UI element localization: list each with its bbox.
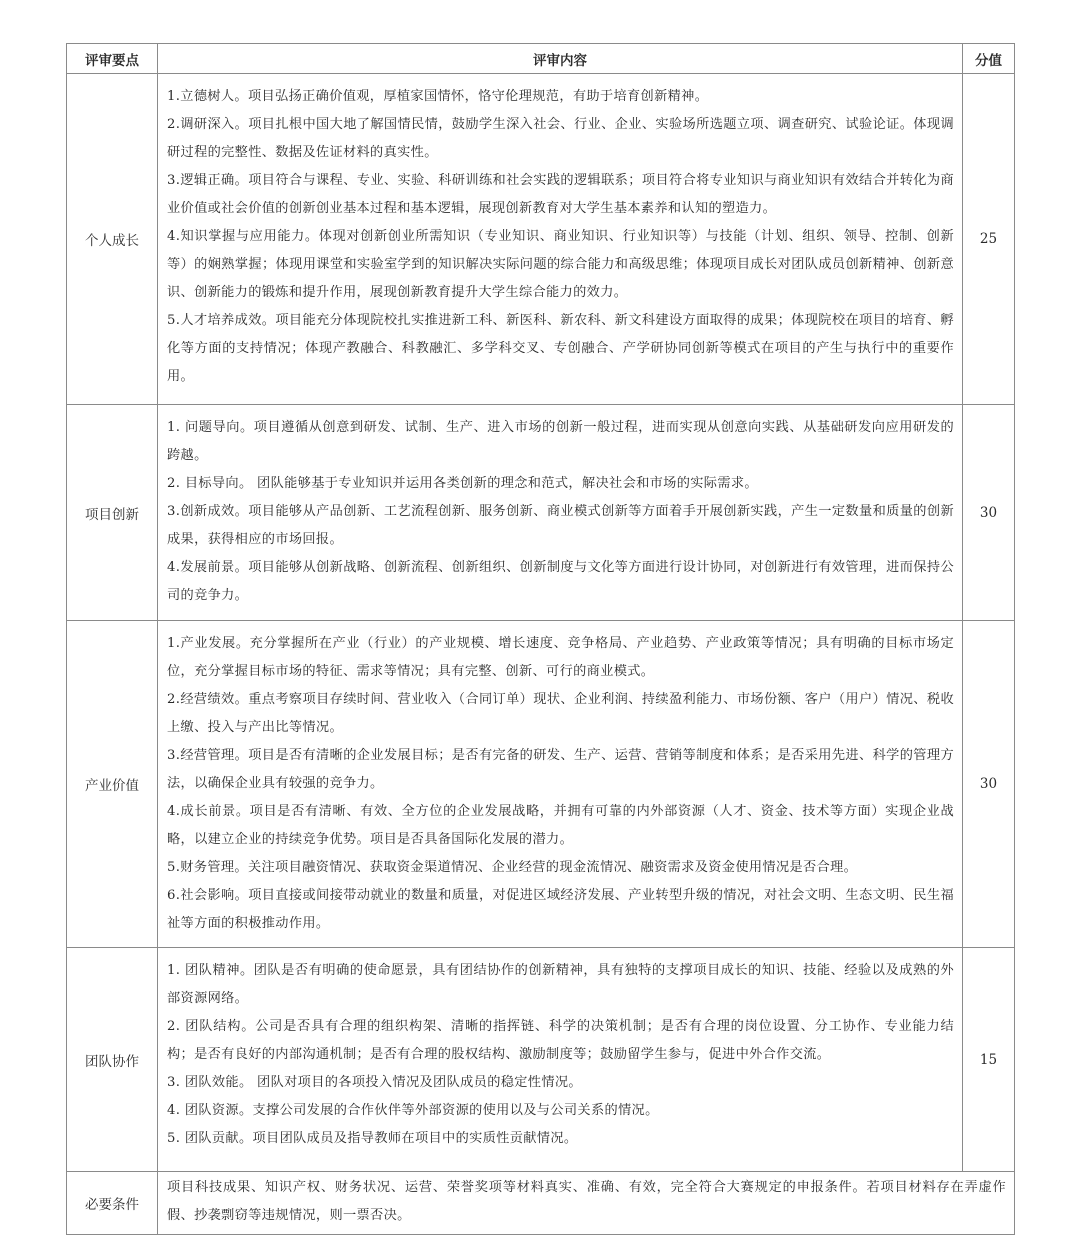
header-content: 评审内容 xyxy=(158,44,963,74)
criterion-point: 团队协作 xyxy=(67,948,158,1172)
criterion-item: 5. 团队贡献。项目团队成员及指导教师在项目中的实质性贡献情况。 xyxy=(167,1131,578,1146)
requirement-text: 项目科技成果、知识产权、财务状况、运营、荣誉奖项等材料真实、准确、有效，完全符合大赛规定的申报条件。若项目材料存在弄虚作假、抄袭剽窃等违规情况，则一票否决。 xyxy=(167,1180,1006,1223)
criterion-content xyxy=(158,74,963,405)
criterion-item: 4. 团队资源。支撑公司发展的合作伙伴等外部资源的使用以及与公司关系的情况。 xyxy=(167,1103,659,1118)
table-header-row xyxy=(67,44,1015,74)
criteria-sheet xyxy=(66,43,1014,1235)
criterion-item: 2.经营绩效。重点考察项目存续时间、营业收入（合同订单）现状、企业利润、持续盈利能力、市场份额、客户（用户）情况、税收上缴、投入与产出比等情况。 xyxy=(167,692,954,735)
header-score: 分值 xyxy=(963,44,1015,74)
criterion-item: 1. 问题导向。项目遵循从创意到研发、试制、生产、进入市场的创新一般过程，进而实现从创意向实践、从基础研发向应用研发的跨越。 xyxy=(167,420,954,463)
criterion-score: 30 xyxy=(963,621,1015,948)
criterion-content xyxy=(158,948,963,1172)
criterion-item: 2. 目标导向。 团队能够基于专业知识并运用各类创新的理念和范式，解决社会和市场的实际需求。 xyxy=(167,476,758,491)
criterion-score: 25 xyxy=(963,74,1015,405)
criterion-item: 1.产业发展。充分掌握所在产业（行业）的产业规模、增长速度、竞争格局、产业趋势、产业政策等情况；具有明确的目标市场定位，充分掌握目标市场的特征、需求等情况；具有完整、创新、可行的商业模式。 xyxy=(167,636,954,679)
header-point: 评审要点 xyxy=(67,44,158,74)
criterion-item: 3.逻辑正确。项目符合与课程、专业、实验、科研训练和社会实践的逻辑联系；项目符合将专业知识与商业知识有效结合并转化为商业价值或社会价值的创新创业基本过程和基本逻辑，展现创新教育对大学生基本素养和认知的塑造力。 xyxy=(167,173,954,216)
table-row xyxy=(67,948,1015,1172)
table-row xyxy=(67,621,1015,948)
criterion-item: 4.发展前景。项目能够从创新战略、创新流程、创新组织、创新制度与文化等方面进行设计协同，对创新进行有效管理，进而保持公司的竞争力。 xyxy=(167,560,954,603)
criterion-content xyxy=(158,405,963,621)
criterion-point: 个人成长 xyxy=(67,74,158,405)
criterion-score: 15 xyxy=(963,948,1015,1172)
criterion-item: 4.成长前景。项目是否有清晰、有效、全方位的企业发展战略，并拥有可靠的内外部资源（人才、资金、技术等方面）实现企业战略，以建立企业的持续竞争优势。项目是否具备国际化发展的潜力。 xyxy=(167,804,954,847)
table-row xyxy=(67,74,1015,405)
criterion-item: 1.立德树人。项目弘扬正确价值观，厚植家国情怀，恪守伦理规范，有助于培育创新精神。 xyxy=(167,89,709,104)
criterion-item: 3. 团队效能。 团队对项目的各项投入情况及团队成员的稳定性情况。 xyxy=(167,1075,582,1090)
criterion-item: 3.经营管理。项目是否有清晰的企业发展目标；是否有完备的研发、生产、运营、营销等制度和体系；是否采用先进、科学的管理方法，以确保企业具有较强的竞争力。 xyxy=(167,748,954,791)
criterion-item: 5.财务管理。关注项目融资情况、获取资金渠道情况、企业经营的现金流情况、融资需求及资金使用情况是否合理。 xyxy=(167,860,858,875)
criterion-item: 6.社会影响。项目直接或间接带动就业的数量和质量，对促进区域经济发展、产业转型升级的情况，对社会文明、生态文明、民生福祉等方面的积极推动作用。 xyxy=(167,888,954,931)
criterion-item: 3.创新成效。项目能够从产品创新、工艺流程创新、服务创新、商业模式创新等方面着手开展创新实践，产生一定数量和质量的创新成果，获得相应的市场回报。 xyxy=(167,504,954,547)
criterion-item: 1. 团队精神。团队是否有明确的使命愿景，具有团结协作的创新精神，具有独特的支撑项目成长的知识、技能、经验以及成熟的外部资源网络。 xyxy=(167,963,954,1006)
criterion-point: 产业价值 xyxy=(67,621,158,948)
requirement-content xyxy=(158,1172,1015,1235)
criterion-item: 4.知识掌握与应用能力。体现对创新创业所需知识（专业知识、商业知识、行业知识等）与技能（计划、组织、领导、控制、创新等）的娴熟掌握；体现用课堂和实验室学到的知识解决实际问题的综合能力和高级思维；体现项目成长对团队成员创新精神、创新意识、创新能力的锻炼和提升作用，展现创新教育提升大学生综合能力的效力。 xyxy=(167,229,954,300)
criterion-item: 5.人才培养成效。项目能充分体现院校扎实推进新工科、新医科、新农科、新文科建设方面取得的成果；体现院校在项目的培育、孵化等方面的支持情况；体现产教融合、科教融汇、多学科交叉、专创融合、产学研协同创新等模式在项目的产生与执行中的重要作用。 xyxy=(167,313,954,384)
criterion-item: 2.调研深入。项目扎根中国大地了解国情民情，鼓励学生深入社会、行业、企业、实验场所选题立项、调查研究、试验论证。体现调研过程的完整性、数据及佐证材料的真实性。 xyxy=(167,117,954,160)
requirement-point: 必要条件 xyxy=(67,1172,158,1235)
criterion-score: 30 xyxy=(963,405,1015,621)
criterion-point: 项目创新 xyxy=(67,405,158,621)
criterion-content xyxy=(158,621,963,948)
table-row xyxy=(67,1172,1015,1235)
criterion-item: 2. 团队结构。公司是否具有合理的组织构架、清晰的指挥链、科学的决策机制；是否有合理的岗位设置、分工协作、专业能力结构；是否有良好的内部沟通机制；是否有合理的股权结构、激励制度等；鼓励留学生参与，促进中外合作交流。 xyxy=(167,1019,954,1062)
evaluation-table xyxy=(66,43,1015,1235)
table-row xyxy=(67,405,1015,621)
